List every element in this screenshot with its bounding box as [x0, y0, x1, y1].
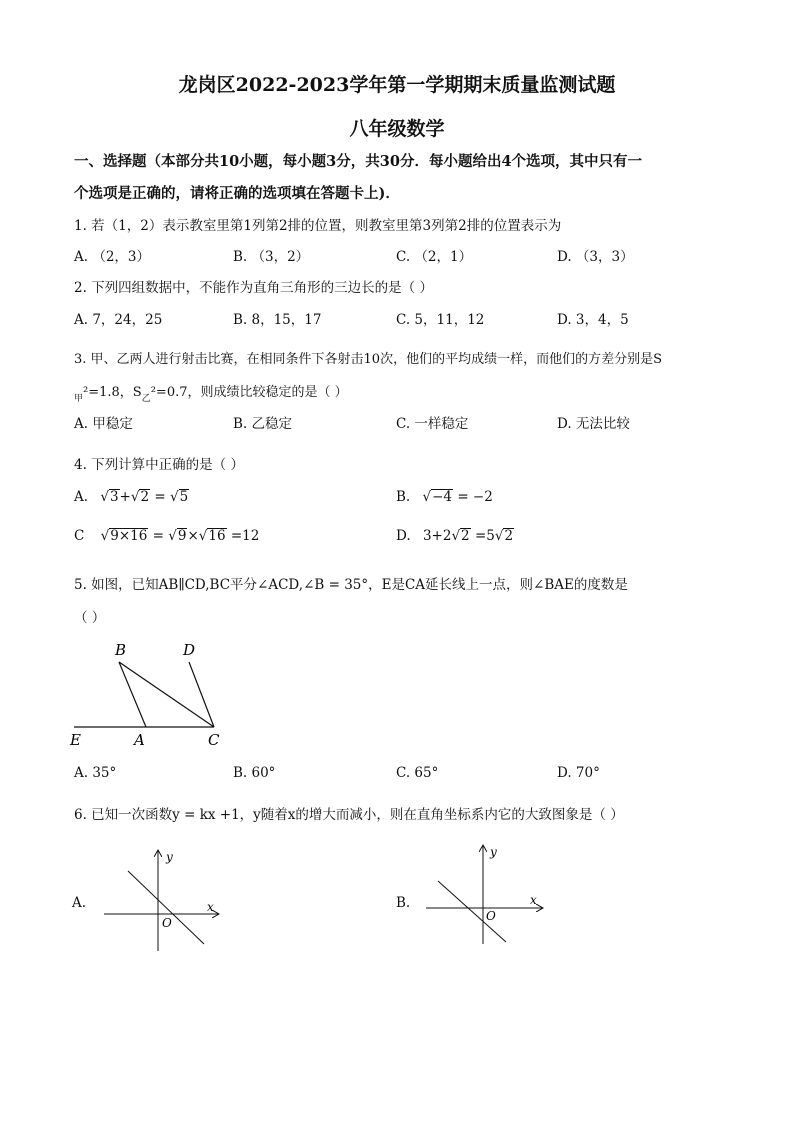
- point-label-c: C: [208, 731, 220, 749]
- q4-a-radicand2: 2: [140, 489, 150, 505]
- q3-sub-yi: 乙: [141, 394, 151, 404]
- axis-label-x: x: [207, 900, 214, 914]
- q5-option-c: C. 65°: [396, 765, 439, 781]
- q3-option-d: D. 无法比较: [557, 416, 630, 432]
- q3-stem-part2: ²=1.8，S: [83, 385, 142, 400]
- q3-option-a: A. 甲稳定: [74, 416, 133, 432]
- section-heading-line2: 个选项是正确的，请将正确的选项填在答题卡上)．: [74, 185, 400, 202]
- q6-option-b-label: B.: [396, 895, 411, 911]
- point-label-d: D: [183, 641, 196, 659]
- q4-c-times: ×: [187, 528, 199, 544]
- q4-a-plus: +: [119, 489, 131, 505]
- q4-c-eq1: =: [152, 528, 164, 544]
- q5-option-b: B. 60°: [233, 765, 276, 781]
- q3-stem-line2: [74, 381, 348, 404]
- q4-d-radicand1: 2: [461, 528, 470, 544]
- q4-a-eq: =: [154, 489, 166, 505]
- q3-stem-line1: 3. 甲、乙两人进行射击比赛，在相同条件下各射击10次，他们的平均成绩一样，而他们的方差分别是S: [74, 352, 662, 367]
- q3-stem-part3: ²=0.7，则成绩比较稳定的是（ ）: [150, 385, 348, 400]
- line-bc: [119, 662, 214, 727]
- q4-a-radicand1: 3: [109, 489, 119, 505]
- q3-sub-jia: 甲: [74, 394, 84, 404]
- q2-option-d: D. 3，4，5: [557, 312, 629, 328]
- q4-b-label: B.: [396, 489, 411, 505]
- q4-b-radicand: −4: [432, 489, 453, 505]
- q4-d-eq: =5: [474, 528, 495, 544]
- q5-paren: （ ）: [74, 610, 106, 626]
- q2-option-c: C. 5，11，12: [396, 312, 485, 328]
- point-label-e: E: [70, 731, 81, 749]
- point-label-a: A: [134, 731, 145, 749]
- exam-subtitle: 八年级数学: [349, 118, 445, 140]
- q1-option-a: A. （2，3）: [74, 249, 151, 265]
- q4-option-d: D. 3+2√2 =5√2: [396, 528, 514, 544]
- q4-a-label: A.: [74, 489, 89, 505]
- q2-stem: 2. 下列四组数据中，不能作为直角三角形的三边长的是（ ）: [74, 280, 433, 296]
- q4-option-b: B. √−4 = −2: [396, 489, 493, 505]
- q6-stem: 6. 已知一次函数y = kx +1，y随着x的增大而减小，则在直角坐标系内它的大致图象是（ ）: [74, 807, 624, 823]
- q4-c-radicand3: 16: [208, 528, 226, 544]
- q2-option-b: B. 8，15，17: [233, 312, 322, 328]
- q4-d-label: D.: [396, 528, 411, 544]
- function-line: [128, 871, 204, 944]
- q4-c-radicand2: 9: [177, 528, 187, 544]
- q5-option-d: D. 70°: [557, 765, 600, 781]
- q3-option-c: C. 一样稳定: [396, 416, 469, 432]
- q1-stem: 1. 若（1，2）表示教室里第1列第2排的位置，则教室里第3列第2排的位置表示为: [74, 218, 562, 234]
- q6-graph-a: [96, 845, 226, 957]
- q6-option-a-label: A.: [72, 895, 87, 911]
- q4-c-eq2: =12: [230, 528, 260, 544]
- origin-label: O: [486, 909, 496, 923]
- axis-label-y: y: [166, 850, 173, 864]
- origin-label: O: [162, 916, 172, 930]
- q4-a-radicand3: 5: [179, 489, 189, 505]
- q4-option-c: C √9×16 = √9×√16 =12: [74, 528, 260, 544]
- q4-option-a: A. √3+√2 = √5: [74, 489, 189, 505]
- q5-stem: 5. 如图，已知AB∥CD,BC平分∠ACD,∠B = 35°，E是CA延长线上一点，则∠BAE的度数是: [74, 577, 628, 593]
- q5-option-a: A. 35°: [74, 765, 117, 781]
- q4-b-eq: = −2: [457, 489, 493, 505]
- q5-figure: [66, 636, 236, 754]
- q1-option-d: D. （3，3）: [557, 249, 634, 265]
- axis-label-x: x: [530, 893, 537, 907]
- exam-title: 龙岗区2022-2023学年第一学期期末质量监测试题: [178, 74, 616, 96]
- q4-c-label: C: [74, 528, 85, 544]
- q6-graph-b: [420, 840, 550, 952]
- line-dc: [189, 662, 214, 727]
- axis-label-y: y: [490, 845, 497, 859]
- q4-d-radicand2: 2: [504, 528, 514, 544]
- q1-option-b: B. （3，2）: [233, 249, 310, 265]
- q2-option-a: A. 7，24，25: [74, 312, 163, 328]
- q4-stem: 4. 下列计算中正确的是（ ）: [74, 457, 244, 473]
- q4-d-pre: 3+2: [422, 528, 452, 544]
- q1-option-c: C. （2，1）: [396, 249, 473, 265]
- q3-option-b: B. 乙稳定: [233, 416, 293, 432]
- point-label-b: B: [115, 641, 127, 659]
- section-heading-line1: 一、选择题（本部分共10小题，每小题3分，共30分．每小题给出4个选项，其中只有一: [74, 153, 643, 170]
- q4-c-radicand1: 9×16: [110, 528, 148, 544]
